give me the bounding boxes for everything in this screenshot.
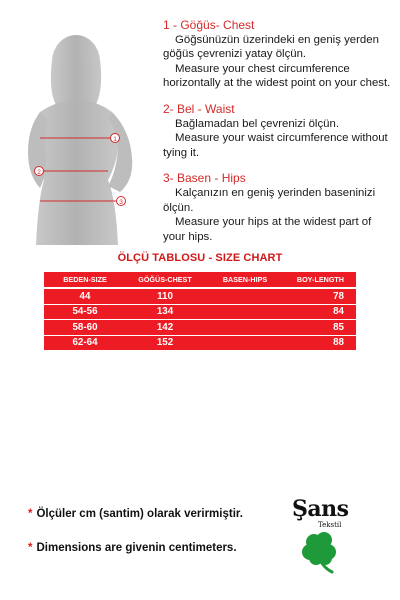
asterisk: * bbox=[28, 508, 33, 520]
cell-size: 62-64 bbox=[72, 337, 98, 349]
waist-line-en-1: Measure your waist circumference without bbox=[175, 132, 388, 145]
chest-marker bbox=[111, 134, 120, 144]
hips-title: 3- Basen - Hips bbox=[163, 171, 246, 186]
logo-sub: Tekstil bbox=[318, 521, 342, 529]
cell-size: 54-56 bbox=[72, 306, 98, 318]
cell-length: 88 bbox=[333, 337, 344, 349]
hips-marker bbox=[117, 197, 126, 207]
header-size: BEDEN-SIZE bbox=[63, 275, 107, 284]
table-row bbox=[44, 288, 356, 304]
hips-instructions bbox=[163, 171, 399, 244]
svg-text:3: 3 bbox=[119, 199, 123, 206]
header-hips: BASEN-HIPS bbox=[222, 275, 268, 284]
header-length: BOY-LENGTH bbox=[296, 275, 344, 284]
svg-text:2: 2 bbox=[37, 169, 41, 176]
measurement-instructions bbox=[163, 18, 399, 255]
logo-word: Şans bbox=[292, 496, 349, 522]
hips-line-tr-2: ölçün. bbox=[163, 201, 194, 214]
waist-instructions bbox=[163, 102, 399, 160]
cell-chest: 142 bbox=[156, 321, 174, 333]
note-turkish bbox=[28, 508, 243, 520]
cell-chest: 110 bbox=[157, 290, 173, 302]
waist-title: 2- Bel - Waist bbox=[163, 101, 235, 116]
cell-chest: 134 bbox=[156, 306, 174, 318]
svg-text:1: 1 bbox=[113, 136, 117, 143]
four-leaf-clover-icon bbox=[298, 530, 346, 576]
cell-length: 84 bbox=[333, 306, 344, 318]
table-header-row bbox=[44, 272, 356, 288]
table-row bbox=[44, 335, 356, 351]
size-chart-table bbox=[44, 272, 356, 350]
asterisk: * bbox=[28, 542, 33, 554]
sans-tekstil-logo bbox=[286, 496, 356, 576]
cell-chest: 152 bbox=[156, 337, 174, 349]
note-turkish-text: Ölçüler cm (santim) olarak verirmiştir. bbox=[36, 508, 243, 520]
waist-line-en-2: tying it. bbox=[163, 146, 200, 159]
body-silhouette-figure bbox=[0, 0, 165, 245]
hips-line-en-1: Measure your hips at the widest part of bbox=[175, 216, 372, 229]
note-english bbox=[28, 542, 237, 554]
hips-line-tr-1: Kalçanızın en geniş yerinden baseninizi bbox=[175, 186, 376, 199]
chest-line-en-2: horizontally at the widest point on your chest. bbox=[163, 77, 391, 90]
chest-line-tr-2: göğüs çevrenizi yatay ölçün. bbox=[163, 48, 307, 61]
chest-instructions bbox=[163, 18, 399, 91]
hips-line-en-2: your hips. bbox=[163, 230, 213, 243]
chest-title: 1 - Göğüs- Chest bbox=[163, 18, 255, 32]
waist-line-tr-1: Bağlamadan bel çevrenizi ölçün. bbox=[175, 117, 339, 130]
cell-length: 85 bbox=[333, 321, 344, 333]
cell-length: 78 bbox=[333, 290, 344, 302]
table-row bbox=[44, 304, 356, 320]
cell-size: 58-60 bbox=[72, 321, 98, 333]
chest-line-tr-1: Göğsünüzün üzerindeki en geniş yerden bbox=[175, 33, 379, 46]
waist-marker bbox=[35, 167, 44, 177]
note-english-text: Dimensions are givenin centimeters. bbox=[36, 542, 237, 554]
table-row bbox=[44, 319, 356, 335]
header-chest: GÖĞÜS-CHEST bbox=[138, 275, 192, 284]
chest-line-en-1: Measure your chest circumference bbox=[175, 62, 350, 75]
size-chart-title: ÖLÇÜ TABLOSU - SIZE CHART bbox=[117, 252, 283, 264]
cell-size: 44 bbox=[79, 290, 91, 302]
